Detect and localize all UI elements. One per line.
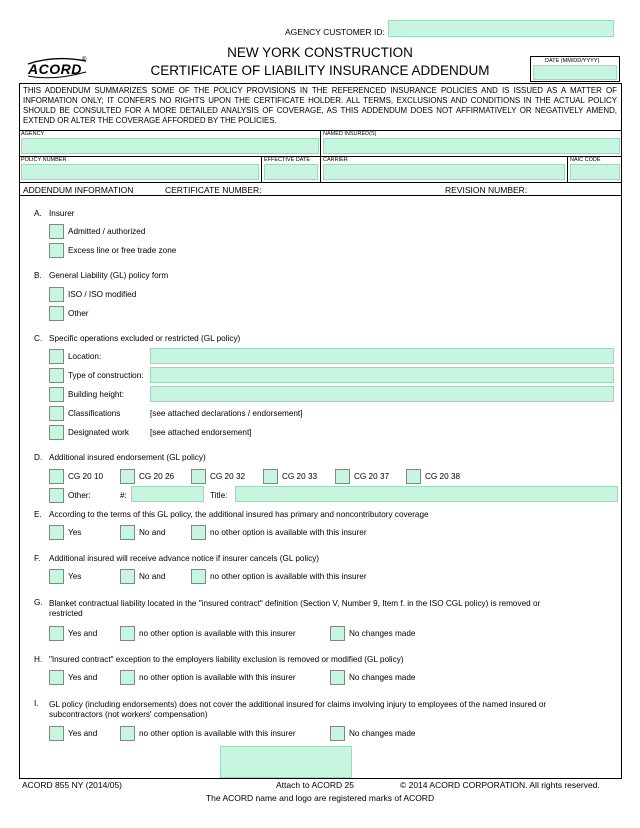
section-h-title: "Insured contract" exception to the employers liability exclusion is removed or modified (GL policy) [49,655,404,664]
checkbox-h-no-option[interactable] [120,670,135,685]
section-f-title: Additional insured will receive advance notice if insurer cancels (GL policy) [49,554,320,563]
section-f-letter: F. [34,554,41,563]
section-c-title: Specific operations excluded or restricted (GL policy) [49,334,241,343]
page-number-field[interactable] [220,746,352,778]
checkbox-h-no-changes[interactable] [330,670,345,685]
label-building-height: Building height: [68,390,124,399]
section-d-title: Additional insured endorsement (GL policy) [49,453,206,462]
footer-marks: The ACORD name and logo are registered marks of ACORD [205,793,435,803]
date-box: DATE (MM/DD/YYYY) [530,56,620,82]
endorsement-title-field[interactable] [235,486,618,502]
policy-number-cell: POLICY NUMBER [19,156,261,182]
section-i-title-line1: GL policy (including endorsements) does not cover the additional insured for claims involving injury to employees of the named insured or [49,700,547,709]
customer-id-field[interactable] [388,20,614,37]
checkbox-other-form[interactable] [49,306,64,321]
section-b-title: General Liability (GL) policy form [49,271,169,280]
note-designated-work: [see attached endorsement] [150,428,252,437]
date-field[interactable] [533,65,617,80]
section-b-letter: B. [34,271,42,280]
label-f-no: No and [139,572,166,581]
section-c-letter: C. [34,334,43,343]
naic-code-field[interactable] [570,164,620,180]
endorsement-number-field[interactable] [131,486,204,502]
checkbox-cg-20-38[interactable] [406,469,421,484]
label-cg-20-32: CG 20 32 [210,472,246,481]
label-h-no-changes: No changes made [349,673,416,682]
section-i-letter: I. [34,699,39,708]
label-i-yes: Yes and [68,729,98,738]
label-e-yes: Yes [68,528,82,537]
certificate-number-label: CERTIFICATE NUMBER: [165,185,262,195]
label-excess-line: Excess line or free trade zone [68,246,177,255]
checkbox-cg-20-10[interactable] [49,469,64,484]
checkbox-e-no-option[interactable] [191,525,206,540]
section-e-title: According to the terms of this GL policy, the additional insured has primary and noncontributory coverage [49,510,429,519]
checkbox-f-no-option[interactable] [191,569,206,584]
checkbox-h-yes[interactable] [49,670,64,685]
section-g-letter: G. [34,598,43,607]
customer-id-label: AGENCY CUSTOMER ID: [285,27,385,37]
label-designated-work: Designated work [68,428,129,437]
label-endorsement-number: #: [120,491,127,500]
footer-attach: Attach to ACORD 25 [276,780,354,790]
label-f-yes: Yes [68,572,82,581]
checkbox-f-no[interactable] [120,569,135,584]
label-h-yes: Yes and [68,673,98,682]
label-cg-20-10: CG 20 10 [68,472,104,481]
label-i-no-changes: No changes made [349,729,416,738]
label-cg-20-26: CG 20 26 [139,472,175,481]
carrier-field[interactable] [323,164,565,180]
disclaimer: THIS ADDENDUM SUMMARIZES SOME OF THE POLICY PROVISIONS IN THE REFERENCED INSURANCE POLICIES AND IS ISSUED AS A MATTER OF INFORMATION ONLY; IT CONFERS NO RIGHTS UPON THE CERTIFICATE HOLDER. ALL TERMS, EXCLUSIONS AND CONDITIONS IN THE ACTUAL POLICY SHOULD BE CONSULTED FOR A MORE DETAILED ANALYSIS OF COVERAGE, AS THIS ADDENDUM DOES NOT AFFIRMATIVELY OR NEGATIVELY AMEND, EXTEND OR ALTER THE COVERAGE AFFORDED BY THE POLICIES. [23,86,617,125]
label-e-no: No and [139,528,166,537]
checkbox-i-no-option[interactable] [120,726,135,741]
section-g-title-line2: restricted [49,609,83,618]
checkbox-other-endorsement[interactable] [49,488,64,503]
label-iso: ISO / ISO modified [68,290,137,299]
form-title-line1: NEW YORK CONSTRUCTION [227,45,413,60]
agency-field[interactable] [21,138,319,154]
label-admitted: Admitted / authorized [68,227,146,236]
checkbox-e-yes[interactable] [49,525,64,540]
location-field[interactable] [150,348,614,364]
label-endorsement-title: Title: [210,491,228,500]
section-d-letter: D. [34,453,43,462]
label-g-no-option: no other option is available with this insurer [139,629,296,638]
label-location: Location: [68,352,102,361]
carrier-cell: CARRIER [321,156,567,182]
named-insured-cell: NAMED INSURED(S) [321,130,622,156]
addendum-info-label: ADDENDUM INFORMATION [23,185,134,195]
revision-number-label: REVISION NUMBER: [445,185,528,195]
label-construction: Type of construction: [68,371,144,380]
checkbox-cg-20-26[interactable] [120,469,135,484]
checkbox-cg-20-33[interactable] [263,469,278,484]
label-i-no-option: no other option is available with this insurer [139,729,296,738]
section-a-title: Insurer [49,209,75,218]
checkbox-cg-20-32[interactable] [191,469,206,484]
footer-copyright: © 2014 ACORD CORPORATION. All rights reserved. [400,780,600,790]
label-h-no-option: no other option is available with this insurer [139,673,296,682]
checkbox-admitted[interactable] [49,224,64,239]
checkbox-g-no-option[interactable] [120,626,135,641]
footer-form-number: ACORD 855 NY (2014/05) [22,780,123,790]
label-cg-20-37: CG 20 37 [354,472,390,481]
acord-logo: ACORD ® [28,57,87,77]
checkbox-excess-line[interactable] [49,243,64,258]
section-h-letter: H. [34,655,43,664]
checkbox-iso[interactable] [49,287,64,302]
checkbox-location[interactable] [49,349,64,364]
label-other-form: Other [68,309,89,318]
agency-cell: AGENCY [19,130,321,156]
checkbox-e-no[interactable] [120,525,135,540]
label-e-no-option: no other option is available with this insurer [210,528,367,537]
effective-date-cell: EFFECTIVE DATE [262,156,320,182]
label-f-no-option: no other option is available with this insurer [210,572,367,581]
label-classifications: Classifications [68,409,121,418]
checkbox-construction[interactable] [49,368,64,383]
checkbox-building-height[interactable] [49,387,64,402]
named-insured-field[interactable] [323,138,620,154]
checkbox-i-no-changes[interactable] [330,726,345,741]
section-e-letter: E. [34,510,42,519]
note-classifications: [see attached declarations / endorsement] [150,409,303,418]
label-cg-20-33: CG 20 33 [282,472,318,481]
label-cg-20-38: CG 20 38 [425,472,461,481]
checkbox-g-yes[interactable] [49,626,64,641]
section-a-letter: A. [34,209,42,218]
form-title-line2: CERTIFICATE OF LIABILITY INSURANCE ADDENDUM [150,63,490,78]
construction-field[interactable] [150,367,614,383]
checkbox-designated-work[interactable] [49,425,64,440]
label-g-yes: Yes and [68,629,98,638]
section-g-title-line1: Blanket contractual liability located in the "insured contract" definition (Section V, Number 9, Item f. in the ISO CGL policy) is removed or [49,599,541,608]
effective-date-field[interactable] [264,164,318,180]
checkbox-classifications[interactable] [49,406,64,421]
building-height-field[interactable] [150,386,614,402]
checkbox-g-no-changes[interactable] [330,626,345,641]
checkbox-f-yes[interactable] [49,569,64,584]
label-other-endorsement: Other: [68,491,91,500]
label-g-no-changes: No changes made [349,629,416,638]
naic-code-cell: NAIC CODE [568,156,622,182]
section-i-title-line2: subcontractors (not workers' compensation) [49,710,208,719]
checkbox-i-yes[interactable] [49,726,64,741]
policy-number-field[interactable] [21,164,259,180]
checkbox-cg-20-37[interactable] [335,469,350,484]
